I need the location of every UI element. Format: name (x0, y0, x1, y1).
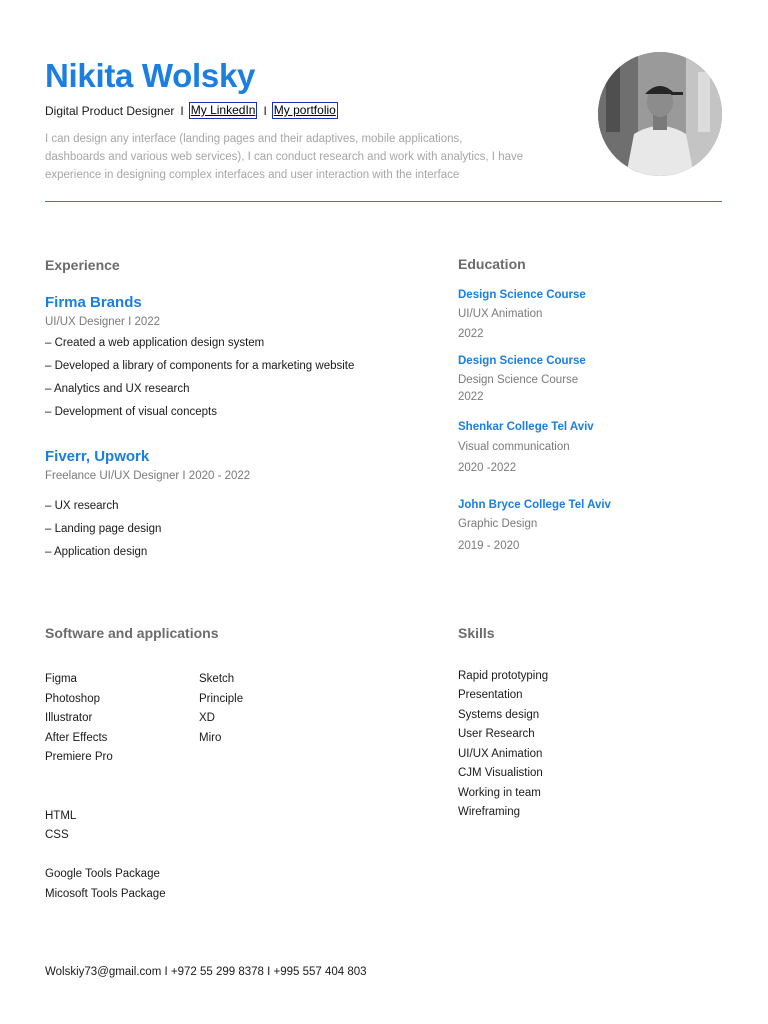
portfolio-link[interactable]: My portfolio (273, 103, 336, 117)
job-role: Freelance UI/UX Designer I 2020 - 2022 (45, 470, 251, 482)
resume-name: Nikita Wolsky (45, 57, 256, 94)
web-skill-item: HTML (45, 810, 77, 822)
education-program: Design Science Course (458, 374, 579, 386)
education-years: 2022 (458, 328, 484, 340)
job-company: Firma Brands (45, 294, 142, 311)
education-school: Design Science Course (458, 289, 586, 301)
education-heading: Education (458, 256, 526, 272)
education-program: Graphic Design (458, 518, 538, 530)
software-item: Premiere Pro (45, 751, 113, 763)
contact-info: Wolskiy73@gmail.com I +972 55 299 8378 I +995 557 404 803 (45, 966, 367, 978)
software-item: Miro (199, 732, 222, 744)
skill-item: Wireframing (458, 806, 520, 818)
headline (45, 102, 338, 119)
education-school: John Bryce College Tel Aviv (458, 499, 611, 511)
software-item: Photoshop (45, 693, 100, 705)
skill-item: CJM Visualistion (458, 767, 543, 779)
package-item: Micosoft Tools Package (45, 888, 166, 900)
skill-item: Working in team (458, 787, 541, 799)
software-item: Figma (45, 673, 77, 685)
job-title: Digital Product Designer (45, 103, 175, 118)
headline-separator: I (263, 103, 267, 118)
skill-item: Rapid prototyping (458, 670, 549, 682)
education-years: 2022 (458, 391, 484, 403)
experience-heading: Experience (45, 257, 120, 273)
linkedin-link[interactable]: My LinkedIn (190, 103, 256, 117)
job-bullet: – Created a web application design system (45, 337, 265, 349)
skill-item: User Research (458, 728, 535, 740)
job-bullet: – Application design (45, 546, 148, 558)
education-years: 2020 -2022 (458, 462, 517, 474)
education-school: Design Science Course (458, 355, 586, 367)
software-item: Sketch (199, 673, 235, 685)
software-item: Principle (199, 693, 244, 705)
software-item: Illustrator (45, 712, 93, 724)
job-bullet: – UX research (45, 500, 119, 512)
job-bullet: – Developed a library of components for a marketing website (45, 360, 355, 372)
job-bullet: – Analytics and UX research (45, 383, 190, 395)
skill-item: Systems design (458, 709, 540, 721)
job-company: Fiverr, Upwork (45, 448, 150, 465)
web-skill-item: CSS (45, 829, 69, 841)
job-role: UI/UX Designer I 2022 (45, 316, 161, 328)
skills-heading: Skills (458, 625, 495, 641)
skill-item: UI/UX Animation (458, 748, 543, 760)
profile-photo (598, 52, 722, 176)
software-item: After Effects (45, 732, 108, 744)
package-item: Google Tools Package (45, 868, 160, 880)
education-program: UI/UX Animation (458, 308, 543, 320)
education-program: Visual communication (458, 441, 570, 453)
intro-text: I can design any interface (landing pages and their adaptives, mobile applications, dashboards and various web services), I can conduct research and work with analytics, I have experience in designing complex interfaces and user interaction with the interface (45, 133, 524, 181)
software-heading: Software and applications (45, 625, 219, 641)
job-bullet: – Development of visual concepts (45, 406, 217, 418)
software-item: XD (199, 712, 215, 724)
education-school: Shenkar College Tel Aviv (458, 421, 594, 433)
education-years: 2019 - 2020 (458, 540, 520, 552)
job-bullet: – Landing page design (45, 523, 162, 535)
headline-separator: I (180, 103, 184, 118)
header-divider (45, 201, 722, 202)
skill-item: Presentation (458, 689, 523, 701)
